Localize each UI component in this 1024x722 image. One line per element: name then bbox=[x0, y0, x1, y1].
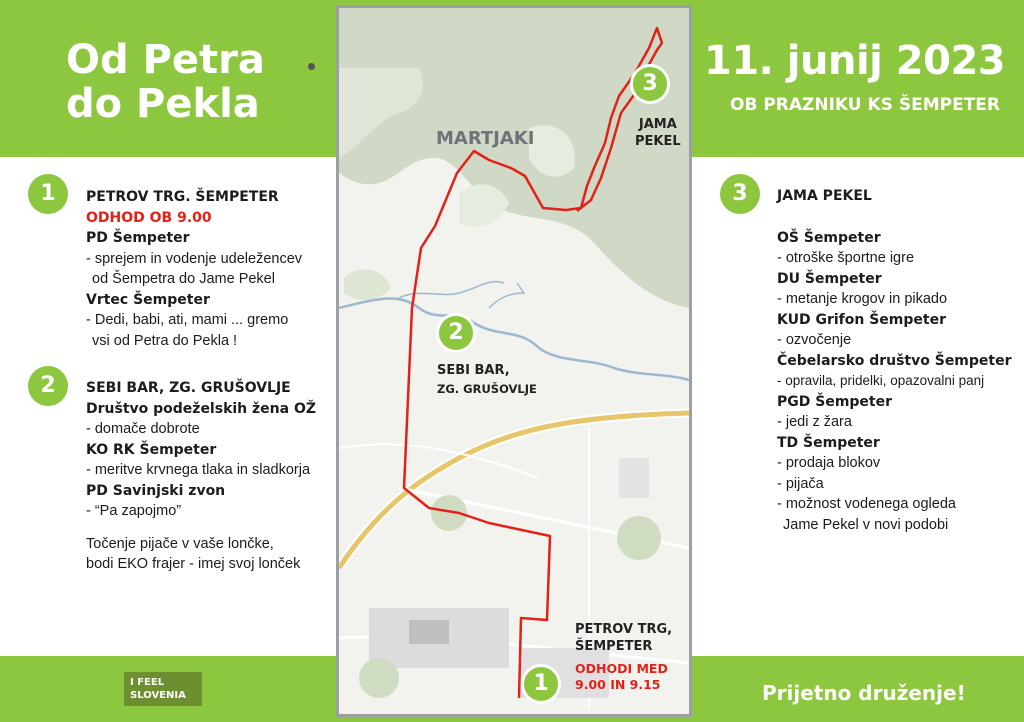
event-title-line2: do Pekla bbox=[66, 81, 260, 127]
org-name: DU Šempeter bbox=[777, 270, 882, 287]
org-activity: - pijača bbox=[777, 475, 824, 492]
map-stop2-badge: 2 bbox=[436, 313, 476, 353]
map-canvas bbox=[339, 8, 689, 714]
stop2-details bbox=[86, 378, 316, 575]
event-title bbox=[66, 38, 265, 126]
map-stop3-label-line1: JAMA bbox=[638, 117, 677, 132]
decorative-dot bbox=[308, 63, 315, 70]
map-stop2-label bbox=[437, 362, 537, 398]
event-title-line1: Od Petra bbox=[66, 37, 265, 83]
org-name: Čebelarsko društvo Šempeter bbox=[777, 352, 1012, 369]
org-activity: - “Pa zapojmo” bbox=[86, 503, 182, 519]
stop3-badge: 3 bbox=[720, 174, 760, 214]
org-name: Vrtec Šempeter bbox=[86, 291, 210, 308]
map-stop3-label-line2: PEKEL bbox=[635, 134, 681, 149]
map-stop1-departure bbox=[575, 661, 668, 693]
org-activity: - opravila, pridelki, opazovalni panj bbox=[777, 373, 985, 388]
org-name: PD Šempeter bbox=[86, 230, 190, 246]
stop3-place: JAMA PEKEL bbox=[777, 188, 872, 204]
org-name: PGD Šempeter bbox=[777, 393, 893, 410]
org-activity: - domače dobrote bbox=[86, 421, 200, 437]
org-name: TD Šempeter bbox=[777, 434, 880, 451]
built-area bbox=[619, 458, 649, 498]
map-stop1-label-line2: ŠEMPETER bbox=[575, 639, 653, 654]
event-date: 11. junij 2023 bbox=[704, 38, 1006, 84]
map-stop1-label-line1: PETROV TRG, bbox=[575, 622, 673, 637]
org-activity: - Dedi, babi, ati, mami ... gremo bbox=[86, 312, 289, 328]
org-name: KUD Grifon Šempeter bbox=[777, 311, 946, 328]
stop1-departure: ODHOD OB 9.00 bbox=[86, 209, 212, 226]
stop2-place: SEBI BAR, ZG. GRUŠOVLJE bbox=[86, 380, 291, 396]
map-stop1-departure-line1: ODHODI MED bbox=[575, 661, 668, 676]
forest-area bbox=[339, 8, 689, 308]
stop3-details bbox=[777, 186, 1012, 535]
org-activity: - sprejem in vodenje udeležencev bbox=[86, 250, 303, 267]
forest-patch bbox=[344, 269, 391, 300]
logo-line1: I FEEL bbox=[130, 677, 165, 688]
org-name: OŠ Šempeter bbox=[777, 229, 881, 246]
closing-greeting: Prijetno druženje! bbox=[762, 681, 966, 705]
route-map bbox=[336, 5, 692, 717]
map-stop1-badge: 1 bbox=[521, 664, 561, 704]
stop1-details bbox=[86, 187, 302, 351]
stop1-place: PETROV TRG. ŠEMPETER bbox=[86, 189, 279, 205]
map-stop3-label bbox=[635, 116, 681, 150]
org-activity: Jame Pekel v novi podobi bbox=[783, 516, 949, 533]
org-activity: vsi od Petra do Pekla ! bbox=[92, 332, 238, 349]
map-stop1-label bbox=[575, 621, 672, 655]
map-stop1-departure-line2: 9.00 IN 9.15 bbox=[575, 677, 661, 692]
org-activity: - jedi z žara bbox=[777, 414, 852, 430]
river-branch bbox=[489, 283, 524, 308]
org-activity: - prodaja blokov bbox=[777, 455, 881, 471]
stop1-badge: 1 bbox=[28, 174, 68, 214]
map-stop3-badge: 3 bbox=[630, 64, 670, 104]
event-occasion: OB PRAZNIKU KS ŠEMPETER bbox=[730, 95, 1000, 115]
map-stop2-label-line2: ZG. GRUŠOVLJE bbox=[437, 382, 537, 396]
org-activity: - možnost vodenega ogleda bbox=[777, 496, 956, 512]
built-area bbox=[409, 620, 449, 644]
org-name: PD Savinjski zvon bbox=[86, 482, 226, 499]
map-village-label: MARTJAKI bbox=[436, 128, 535, 149]
org-activity: od Šempetra do Jame Pekel bbox=[92, 271, 275, 287]
org-name: Društvo podeželskih žena OŽ bbox=[86, 400, 317, 417]
map-stop2-label-line1: SEBI BAR, bbox=[437, 363, 510, 378]
stop2-badge: 2 bbox=[28, 366, 68, 406]
org-activity: - metanje krogov in pikado bbox=[777, 291, 948, 307]
village-green bbox=[359, 658, 399, 698]
org-activity: - ozvočenje bbox=[777, 332, 852, 348]
logo-line2: SLOVENIA bbox=[130, 690, 186, 701]
eco-note-line2: bodi EKO frajer - imej svoj lonček bbox=[86, 556, 301, 572]
org-name: KO RK Šempeter bbox=[86, 441, 217, 458]
org-activity: - otroške športne igre bbox=[777, 250, 915, 266]
eco-note-line1: Točenje pijače v vaše lončke, bbox=[86, 535, 274, 552]
org-activity: - meritve krvnega tlaka in sladkorja bbox=[86, 462, 311, 478]
village-green bbox=[617, 516, 661, 560]
i-feel-slovenia-logo bbox=[124, 672, 202, 706]
